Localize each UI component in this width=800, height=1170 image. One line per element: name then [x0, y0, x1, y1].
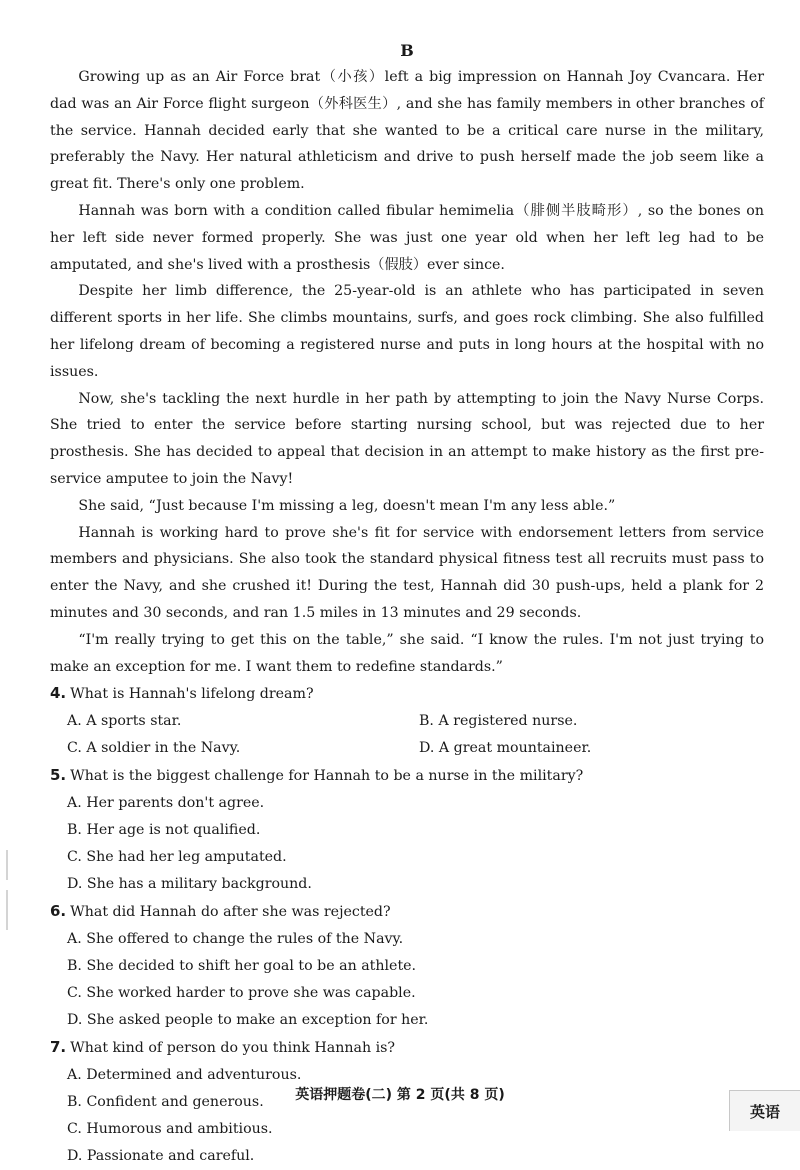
- answer-options: [50, 1062, 764, 1170]
- passage-paragraph: Hannah was born with a condition called fibular hemimelia（腓侧半肢畸形）, so the bones on her left side never formed properly. She was just one year old when her left leg had to be amputated, and she's lived with a prosthesis（假肢）ever since.: [50, 202, 764, 273]
- question-5: [50, 762, 764, 898]
- question-stem: [50, 1034, 764, 1062]
- subject-badge: 英语: [729, 1090, 800, 1131]
- binding-margin-mark: [6, 850, 28, 880]
- exam-page: [50, 38, 764, 1170]
- passage-paragraph: Growing up as an Air Force brat（小孩）left a big impression on Hannah Joy Cvancara. Her dad was an Air Force flight surgeon（外科医生）, and she has family members in other branches of the service. Hannah decided early that she wanted to be a critical care nurse in the military, preferably the Navy. Her natural athleticism and drive to push herself made the job seem like a great fit. There's only one problem.: [50, 69, 764, 193]
- binding-margin-mark: [6, 890, 28, 930]
- answer-option-c[interactable]: C. She worked harder to prove she was capable.: [67, 985, 416, 1002]
- answer-option-a[interactable]: A. A sports star.: [67, 713, 182, 730]
- reading-passage: [50, 64, 764, 680]
- passage-paragraph: She said, “Just because I'm missing a leg, doesn't mean I'm any less able.”: [78, 497, 616, 514]
- passage-paragraph: Hannah is working hard to prove she's fit for service with endorsement letters from service members and physicians. She also took the standard physical fitness test all recruits must pass to enter the Navy, and she crushed it! During the test, Hannah did 30 push-ups, held a plank for 2 minutes and 30 seconds, and ran 1.5 miles in 13 minutes and 29 seconds.: [50, 524, 764, 621]
- answer-option-c[interactable]: C. A soldier in the Navy.: [67, 740, 241, 757]
- answer-option-a[interactable]: A. She offered to change the rules of the Navy.: [67, 931, 404, 948]
- question-stem: [50, 680, 764, 708]
- passage-paragraph: Despite her limb difference, the 25-year-old is an athlete who has participated in seven different sports in her life. She climbs mountains, surfs, and goes rock climbing. She also fulfilled her lifelong dream of becoming a registered nurse and puts in long hours at the hospital with no issues.: [50, 283, 764, 380]
- answer-option-d[interactable]: D. A great mountaineer.: [419, 740, 592, 757]
- answer-option-c[interactable]: C. She had her leg amputated.: [67, 849, 287, 866]
- question-text: What is the biggest challenge for Hannah to be a nurse in the military?: [70, 768, 584, 785]
- answer-option-d[interactable]: D. Passionate and careful.: [67, 1148, 255, 1165]
- question-stem: [50, 898, 764, 926]
- answer-options: [50, 708, 764, 762]
- passage-paragraph: “I'm really trying to get this on the table,” she said. “I know the rules. I'm not just trying to make an exception for me. I want them to redefine standards.”: [50, 631, 764, 675]
- question-6: [50, 898, 764, 1034]
- answer-option-d[interactable]: D. She asked people to make an exception for her.: [67, 1012, 429, 1029]
- question-text: What did Hannah do after she was rejected?: [70, 904, 391, 921]
- answer-option-a[interactable]: A. Determined and adventurous.: [67, 1067, 302, 1084]
- question-number: 7.: [50, 1038, 67, 1057]
- answer-option-d[interactable]: D. She has a military background.: [67, 876, 312, 893]
- question-text: What kind of person do you think Hannah is?: [70, 1040, 396, 1057]
- answer-option-b[interactable]: B. She decided to shift her goal to be an athlete.: [67, 958, 417, 975]
- answer-options: [50, 790, 764, 898]
- question-4: [50, 680, 764, 762]
- section-title: B: [400, 41, 414, 60]
- question-number: 4.: [50, 684, 67, 703]
- question-stem: [50, 762, 764, 790]
- page-footer: 英语押题卷(二) 第 2 页(共 8 页): [295, 1087, 505, 1103]
- question-text: What is Hannah's lifelong dream?: [70, 686, 314, 703]
- answer-option-b[interactable]: B. Confident and generous.: [67, 1094, 264, 1111]
- question-number: 5.: [50, 766, 67, 785]
- answer-option-c[interactable]: C. Humorous and ambitious.: [67, 1121, 273, 1138]
- answer-options: [50, 926, 764, 1034]
- answer-option-a[interactable]: A. Her parents don't agree.: [67, 795, 265, 812]
- answer-option-b[interactable]: B. A registered nurse.: [419, 713, 578, 730]
- question-number: 6.: [50, 902, 67, 921]
- passage-paragraph: Now, she's tackling the next hurdle in her path by attempting to join the Navy Nurse Corps. She tried to enter the service before starting nursing school, but was rejected due to her prosthesis. She has decided to appeal that decision in an attempt to make history as the first pre-service amputee to join the Navy!: [50, 390, 764, 487]
- answer-option-b[interactable]: B. Her age is not qualified.: [67, 822, 261, 839]
